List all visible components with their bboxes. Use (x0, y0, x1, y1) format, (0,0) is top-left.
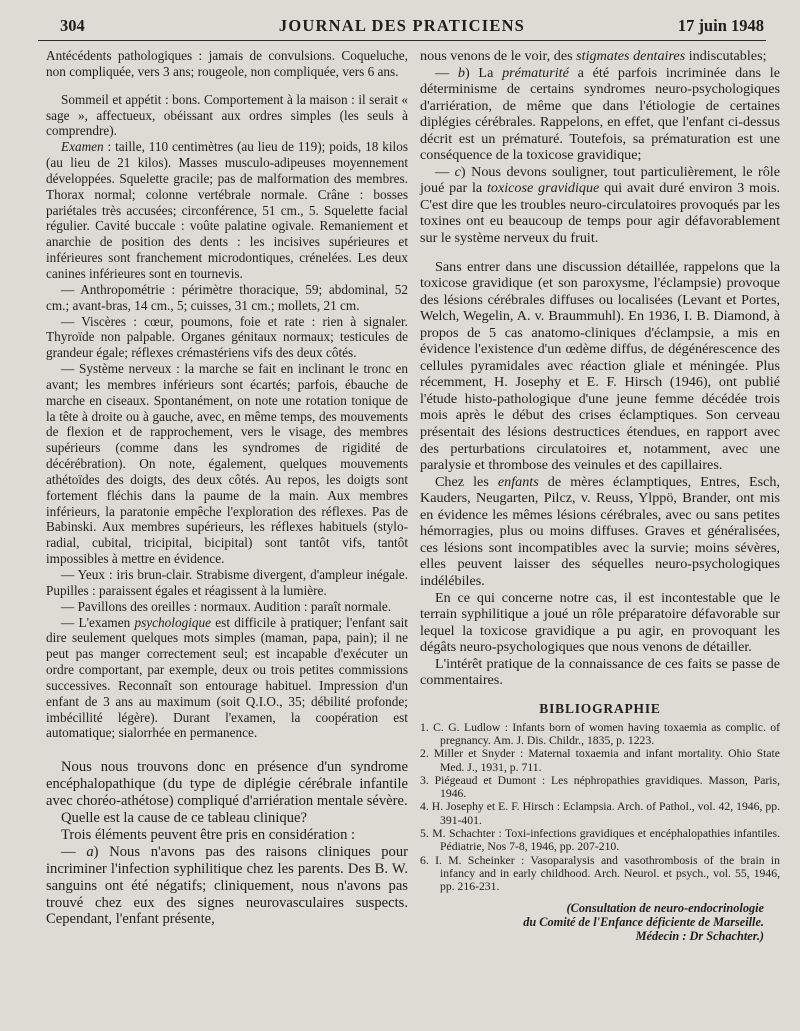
paragraph: — L'examen psychologique est difficile à pratiquer; l'enfant sait dire seulement quelques mots simples (maman, papa, pain); il ne peut pas manger correctement seul; est incapable d'exécuter un ordre comportant, par exemple, deux ou trois petites commissions successives. Reconnaît son entourage habituel. Impression d'un enfant de 3 ans au maximum (soit Q.I.O., 35; débilité profonde; imbécillité légère). Durant l'examen, la coopération est automatique; sialorrhée en permanence. (46, 614, 408, 741)
reference-item: 4. H. Josephy et E. F. Hirsch : Eclampsia. Arch. of Pathol., vol. 42, 1946, pp. 391-401. (420, 800, 780, 827)
paragraph: — Anthropométrie : périmètre thoracique, 59; abdominal, 52 cm.; avant-bras, 14 cm., 5; cuisses, 31 cm.; mollets, 21 cm. (46, 281, 408, 313)
journal-title: JOURNAL DES PRATICIENS (278, 16, 526, 35)
paragraph: — Viscères : cœur, poumons, foie et rate : rien à signaler. Thyroïde non palpable. Organes génitaux normaux; testicules de grandeur égale; réflexes crémastériens vifs des deux côtés. (46, 313, 408, 361)
paragraph: — Système nerveux : la marche se fait en inclinant le tronc en avant; les membres inférieurs sont écartés; parfois, ébauche de marche en ciseaux. Spontanément, on note une rotation tonique de la tête à droite ou à gauche, avec, en même temps, des mouvements de flexion et de rapprochement, vers le visage, des membres supérieurs (comme dans les syndromes de rigidité de décérébration). On note, également, quelques mouvements athétoïdes des doigts, des deux côtés. Au repos, les doigts sont fortement fléchis dans la paume de la main. Aux membres inférieurs, la paratonie empêche l'exploration des réflexes. Pas de Babinski. Aux membres supérieurs, les réflexes habituels (stylo-radial, cubital, tricipital, bicipital) sont tantôt vifs, tantôt impossibles à mettre en évidence. (46, 361, 408, 567)
reference-item: 3. Piégeaud et Dumont : Les néphropathies gravidiques. Masson, Paris, 1946. (420, 773, 780, 801)
page-number: 304 (60, 16, 85, 35)
paragraph: — c) Nous devons souligner, tout particulièrement, le rôle joué par la toxicose gravidique qui avait duré environ 3 mois. C'est dire que les troubles neuro-circulatoires provoqués par les toxines ont eu beaucoup de temps pour agir défavorablement sur le système nerveux du fruit. (420, 163, 780, 247)
reference-item: 1. C. G. Ludlow : Infants born of women having toxaemia as complic. of pregnancy. Am. J. Dis. Childr., 1835, p. 1223. (420, 720, 780, 747)
paragraph: — a) Nous n'avons pas des raisons cliniques pour incriminer l'infection syphilitique chez les parents. Des B. W. sanguins ont été négatifs; cliniquement, nous n'avons pas trouvé chez eux des signes neurovasculaires suspects. Cependant, l'enfant présente, (46, 843, 408, 928)
paragraph: Sommeil et appétit : bons. Comportement à la maison : il serait « sage », affectueux, obéissant aux ordres simples (les seuls à comprendre). (46, 91, 408, 139)
paragraph: — b) La prématurité a été parfois incriminée dans le déterminisme de certains syndromes neuro-psychologiques d'arriération, de même que dans l'étiologie de certaines diplégies cérébrales. Rappelons, en effet, que l'enfant ci-dessus décrit est un prématuré. Toutefois, sa prématuration est une conséquence de la toxicose gravidique; (420, 64, 780, 164)
paragraph: — Yeux : iris brun-clair. Strabisme divergent, d'ampleur inégale. Pupilles : paraissent égales et réagissent à la lumière. (46, 567, 408, 598)
reference-item: 6. I. M. Scheinker : Vasoparalysis and vasothrombosis of the brain in infancy and in early childhood. Arch. Neurol. et psych., vol. 55, 1946, pp. 216-231. (420, 853, 780, 894)
reference-item: 2. Miller et Snyder : Maternal toxaemia and infant mortality. Ohio State Med. J., 1931, p. 711. (420, 747, 780, 774)
left-column (46, 48, 408, 928)
paragraph: Quelle est la cause de ce tableau clinique? (61, 810, 307, 826)
paragraph: Sans entrer dans une discussion détaillée, rappelons que la toxicose gravidique (et son paroxysme, l'éclampsie) provoque des lésions cérébrales diffuses ou localisées (Levant et Portes, Welch, Wegelin, A. v. Braummuhl). En 1936, I. B. Diamond, à propos de 5 cas anatomo-cliniques d'éclampsie, a mis en évidence l'existence d'un œdème diffus, de dégénérescence des cellules pyramidales avec réaction gliale et méningée. Plus récemment, H. Josephy et E. F. Hirsch (1946), ont publié l'étude histo-pathologique d'une jeune femme décédée trois mois après le début des crises éclamptiques. Son cerveau présentait des lésions destructices étendues, en rapport avec des perturbations circulatoires et, notamment, avec une paralysie et thrombose des veinules et des capillaires. (420, 258, 780, 474)
paragraph: — Pavillons des oreilles : normaux. Audition : paraît normale. (61, 598, 392, 614)
paragraph: nous venons de le voir, des stigmates dentaires indiscutables; (420, 48, 767, 64)
reference-item: 5. M. Schachter : Toxi-infections gravidiques et encéphalopathies infantiles. Pédiatrie, Nos 7-8, 1946, pp. 207-210. (420, 827, 780, 854)
paragraph: Examen : taille, 110 centimètres (au lieu de 119); poids, 18 kilos (au lieu de 21 kilos). Masses musculo-adipeuses moyennement développées. Squelette gracile; pas de malformation des membres. Thorax normal; colonne vertébrale normale. Crâne : bosses pariétales très accusées; circonférence, 51 cm., 5. Squelette facial régulier. Cavité buccale : voûte palatine ogivale. Remaniement et anarchie de position des dents : les incisives supérieures et inférieures sont franchement microdontiques, crénelées. Les deux canines inférieures sont en tournevis. (46, 139, 408, 281)
paragraph: En ce qui concerne notre cas, il est incontestable que le terrain syphilitique a joué un rôle préparatoire défavorable sur lequel la toxicose gravidique a pu agir, en provoquant les dégâts neuro-psychologiques que nous venons de détailler. (420, 589, 780, 656)
signature-line: du Comité de l'Enfance déficiente de Marseille. (523, 915, 764, 930)
paragraph: Antécédents pathologiques : jamais de convulsions. Coqueluche, non compliquée, vers 3 ans; rougeole, non compliquée, vers 6 ans. (46, 48, 408, 79)
paragraph: Trois éléments peuvent être pris en considération : (61, 826, 356, 843)
signature-line: Médecin : Dr Schachter.) (635, 929, 764, 944)
bibliography-list (420, 721, 780, 894)
page-header (38, 10, 766, 41)
signature-line: (Consultation de neuro-endocrinologie (566, 901, 764, 916)
issue-date: 17 juin 1948 (677, 16, 764, 35)
bibliography-title: BIBLIOGRAPHIE (539, 700, 661, 716)
paragraph: Nous nous trouvons donc en présence d'un syndrome encéphalopathique (du type de diplégie cérébrale infantile avec choréo-athétose) compliqué d'arriération mentale sévère. (46, 759, 408, 810)
right-column (420, 48, 780, 943)
paragraph: L'intérêt pratique de la connaissance de ces faits se passe de commentaires. (420, 655, 780, 689)
consultation-signature (420, 901, 780, 943)
paragraph: Chez les enfants de mères éclamptiques, Entres, Esch, Kauders, Neugarten, Pilcz, v. Reuss, Ylppö, Brander, ont mis en évidence les mêmes lésions cérébrales, avec ou sans petites hémorragies, plus ou moins diffuses. Graves et généralisées, ces lésions sont incompatibles avec la survie; moins sévères, elles peuvent laisser des séquelles neuro-psychologiques indélébiles. (420, 473, 780, 589)
